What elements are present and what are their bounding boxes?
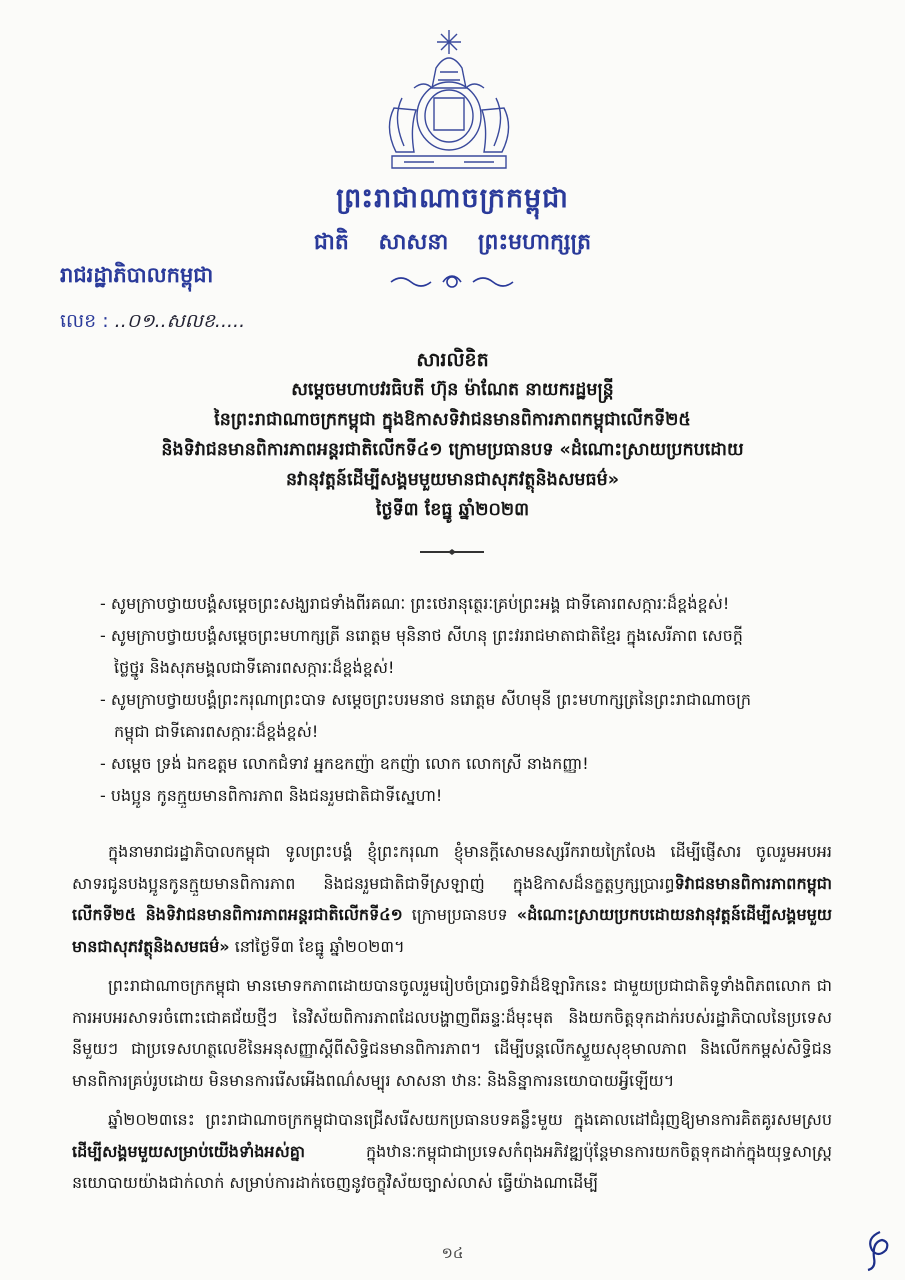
paragraph-text: ឆ្នាំ២០២៣នេះ ព្រះរាជាណាចក្រកម្ពុជាបានជ្រើសរើសយកប្រធានបទគន្លឹះមួយ ក្នុងគោលដៅជំរុញឱ្យមានការគិតគូរសមស្រប (108, 1110, 832, 1129)
number-value: ..០១..សលខ..... (114, 310, 246, 332)
greeting-item-continued: កម្ពុជា ជាទីគោរពសក្ការៈដ៏ខ្ពង់ខ្ពស់! (114, 722, 319, 741)
greeting-item: - សម្ដេច ទ្រង់ ឯកឧត្តម លោកជំទាវ អ្នកឧកញ៉ា ឧកញ៉ា លោក លោកស្រី នាងកញ្ញា! (100, 754, 589, 773)
greeting-item: - សូមក្រាបថ្វាយបង្គំព្រះករុណាព្រះបាទ សម្ដេចព្រះបរមនាថ នរោត្តម សីហមុនី ព្រះមហាក្សត្រនៃព្រះរាជាណាចក្រ (100, 690, 752, 709)
signature-icon (858, 1228, 894, 1272)
title-line-5: នវានុវត្តន៍ដើម្បីសង្គមមួយមានជាសុភវត្ថុនិងសមធម៌» (285, 470, 620, 490)
paragraph-text: ក្នុងនាមរាជរដ្ឋាភិបាលកម្ពុជា ទូលព្រះបង្គំ ខ្ញុំព្រះករុណា ខ្ញុំមានក្ដីសោមនស្សរីករាយក្រៃលែង ដើម្បីផ្ញើសារ ចូលរួមអបអរសាទរជូនបងប្អូនកូនក្មួយមានពិការភាព និងជនរួមជាតិជាទីស្រឡាញ់ ក្នុងឱកាសដ៏នក្ខត្តឫក្សប្រារព្ធ (72, 842, 832, 893)
paragraph-2: ព្រះរាជាណាចក្រកម្ពុជា មានមោទកភាពដោយបានចូលរួមរៀបចំប្រារព្ធទិវាដ៏ឱឡារិកនេះ ជាមួយប្រជាជាតិទូទាំងពិភពលោក ជាការអបអរសាទរចំពោះជោគជ័យថ្មីៗ នៃវិស័យពិការភាពដែលបង្ហាញពីឆន្ទៈដ៏មុះមុត និងយកចិត្តទុកដាក់របស់រដ្ឋាភិបាលនៃប្រទេសនីមួយៗ ជាប្រទេសហត្ថលេខីនៃអនុសញ្ញាស្ដីពីសិទ្ធិជនមានពិការភាព។ ដើម្បីបន្តលើកស្ទួយសុខុមាលភាព និងលើកកម្ពស់សិទ្ធិជនមានពិការគ្រប់រូបដោយ មិនមានការរើសអើងពណ៌សម្បុរ សាសនា ឋានៈ និងនិន្នាការនយោបាយអ្វីឡើយ។ (72, 976, 832, 1090)
paragraph-bold-text: «ដំណោះស្រាយប្រកបដោយនវានុវត្តន៍ដើម្បីសង្គមមួយមានជាសុភវត្ថុនិងសមធម៌» (72, 905, 833, 956)
paragraph-text: ក្នុងឋានៈកម្ពុជាជាប្រទេសកំពុងអភិវឌ្ឍប៉ុន្តែមានការយកចិត្តទុកដាក់ក្នុងយុទ្ធសាស្ត្រនយោបាយយ៉ាងជាក់លាក់ សម្រាប់ការដាក់ចេញនូវចក្ខុវិស័យច្បាស់លាស់ ធ្វើយ៉ាងណាដើម្បី (72, 1141, 832, 1192)
title-line-2: សម្ដេចមហាបវរធិបតី ហ៊ុន ម៉ាណែត នាយករដ្ឋមន្ត្រី (291, 380, 614, 400)
government-name: រាជរដ្ឋាភិបាលកម្ពុជា (60, 263, 214, 287)
paragraph-bold-text: ទិវាជនមានពិការភាពកម្ពុជាលើកទី២៥ និងទិវាជនមានពិការភាពអន្តរជាតិលើកទី៤១ (72, 873, 832, 924)
greeting-item: - បងប្អូន កូនក្មួយមានពិការភាព និងជនរួមជាតិជាទីស្នេហា! (100, 786, 443, 805)
greeting-item: - សូមក្រាបថ្វាយបង្គំសម្ដេចព្រះមហាក្សត្រី នរោត្តម មុនិនាថ សីហនុ ព្រះវររាជមាតាជាតិខ្មែរ ក្នុងសេរីភាព សេចក្ដី (100, 626, 743, 645)
ornament-divider-icon (387, 272, 517, 292)
paragraph-3 (72, 1104, 832, 1199)
title-date: ថ្ងៃទី៣ ខែធ្នូ ឆ្នាំ២០២៣ (375, 500, 530, 520)
kingdom-name: ព្រះរាជាណាចក្រកម្ពុជា (336, 183, 569, 214)
title-line-3: នៃព្រះរាជាណាចក្រកម្ពុជា ក្នុងឱកាសទិវាជនមានពិការភាពកម្ពុជាលើកទី២៥ (214, 410, 691, 430)
paragraph-1 (72, 836, 832, 962)
divider-line (420, 549, 484, 555)
title-line-4: និងទិវាជនមានពិការភាពអន្តរជាតិលើកទី៤១ ក្រោមប្រធានបទ «ដំណោះស្រាយប្រកបដោយ (161, 440, 744, 460)
paragraph-text: ក្រោមប្រធានបទ (402, 905, 517, 924)
title-line-1: សារលិខិត (416, 349, 489, 371)
page-number: ១៤ (441, 1244, 464, 1262)
letter-body (72, 836, 832, 1207)
number-label: លេខ : (60, 310, 109, 332)
greetings-list (100, 588, 830, 812)
paragraph-bold-text: ដើម្បីសង្គមមួយសម្រាប់យើងទាំងអស់គ្នា (72, 1141, 305, 1161)
royal-coat-of-arms-icon (374, 28, 524, 178)
greeting-item: - សូមក្រាបថ្វាយបង្គំសម្ដេចព្រះសង្ឃរាជទាំងពីរគណៈ ព្រះថេរានុត្ថេរៈគ្រប់ព្រះអង្គ ជាទីគោរពសក្ការៈដ៏ខ្ពង់ខ្ពស់! (100, 594, 730, 613)
letter-title (40, 345, 865, 525)
document-number (60, 309, 245, 337)
greeting-item-continued: ថ្លៃថ្នូរ និងសុភមង្គលជាទីគោរពសក្ការៈដ៏ខ្ពង់ខ្ពស់! (114, 658, 395, 677)
paragraph-text: នៅថ្ងៃទី៣ ខែធ្នូ ឆ្នាំ២០២៣។ (229, 936, 405, 956)
national-motto: ជាតិ សាសនា ព្រះមហាក្សត្រ (313, 230, 592, 255)
